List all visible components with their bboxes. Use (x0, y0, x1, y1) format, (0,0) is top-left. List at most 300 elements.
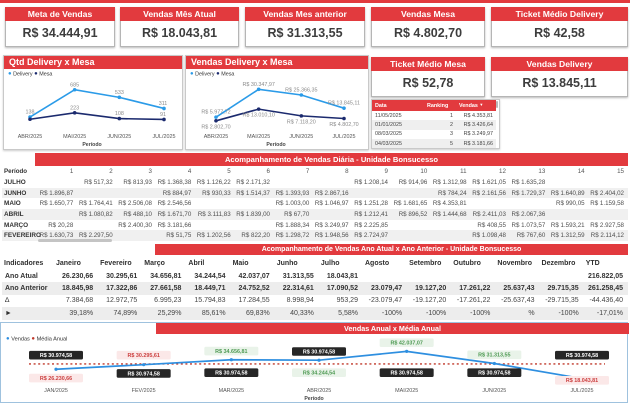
yoy-cell: 19.127,20 (415, 285, 447, 293)
day-col-header: 10 (420, 168, 428, 175)
kpi-value: R$ 18.043,81 (120, 21, 239, 47)
daily-cell: R$ 1.003,00 (275, 200, 310, 208)
value-label-text: R$ 30.974,58 (215, 370, 248, 377)
yoy-cell: 18.043,81 (326, 272, 358, 280)
indicator-row-label: ► (5, 309, 12, 317)
kpi-card-vendas-mes-anterior (245, 7, 365, 47)
x-axis-tick-label: JAN/2025 (44, 388, 68, 394)
legend-dot: ● (8, 71, 12, 77)
daily-cell: R$ 2.114,12 (590, 232, 624, 240)
daily-cell: R$ 1.671,70 (157, 210, 192, 218)
month-row-label: JUNHO (4, 189, 27, 197)
daily-cell (195, 220, 234, 231)
day-col-header: 8 (345, 168, 349, 175)
yoy-cell: -17.261,22 (456, 297, 491, 305)
chart-title: Qtd Delivery x Mesa (4, 56, 182, 69)
daily-cell: R$ 914,96 (398, 178, 428, 186)
top-accent-bar (0, 0, 630, 3)
ranking-cell: 2 (450, 121, 453, 128)
daily-cell: R$ 1.312,98 (432, 178, 467, 186)
yoy-cell: -100% (381, 309, 403, 317)
yoy-cell: 15.794,83 (194, 297, 226, 305)
daily-cell: R$ 1.126,22 (196, 178, 231, 186)
daily-row[interactable] (2, 188, 628, 199)
daily-cell: R$ 2.067,36 (511, 210, 546, 218)
daily-cell (235, 220, 274, 231)
month-row-label: JULHO (4, 178, 26, 186)
indicator-row-label: Ano Anterior (5, 285, 48, 293)
daily-cell: R$ 1.393,93 (275, 189, 310, 197)
x-axis-tick-label: MAI/2025 (247, 134, 271, 140)
top-sales-ranking-card (371, 99, 500, 149)
data-label: 311 (158, 100, 168, 107)
daily-cell: R$ 884,97 (162, 189, 192, 197)
yoy-cell: 34.656,81 (150, 272, 182, 280)
value-label-text: R$ 30.295,61 (127, 353, 160, 360)
data-label: R$ 13.845,11 (328, 100, 360, 107)
yoy-cell: 30.295,61 (106, 272, 138, 280)
yoy-section-title: Acompanhamento de Vendas Ano Atual x Ano Anterior - Unidade Bonsucesso (155, 244, 628, 255)
yoy-cell (363, 270, 407, 282)
data-point[interactable] (118, 117, 122, 121)
yoy-cell: 17.322,86 (106, 285, 138, 293)
ranking-cell: 1 (450, 112, 453, 119)
day-col-header: 4 (187, 168, 192, 175)
data-label: R$ 2.802,70 (201, 124, 231, 131)
daily-sales-table (2, 166, 628, 241)
yoy-col-header: YTD (585, 259, 600, 267)
sort-desc-icon: ▼ (479, 102, 484, 107)
yoy-cell: 17.261,22 (459, 285, 491, 293)
value-label-text: R$ 30.974,58 (478, 370, 511, 377)
daily-cell: R$ 2.411,03 (472, 210, 506, 218)
kpi-value: R$ 42,58 (491, 21, 628, 47)
data-label: R$ 25.366,35 (285, 87, 318, 94)
daily-cell: R$ 1.080,82 (78, 210, 113, 218)
daily-cell (117, 230, 156, 241)
daily-cell: R$ 1.764,41 (78, 200, 113, 208)
daily-cell: R$ 1.681,65 (393, 200, 428, 208)
daily-cell: R$ 1.630,73 (39, 232, 74, 240)
daily-cell: R$ 2.724,97 (354, 232, 388, 240)
daily-cell (589, 177, 628, 188)
data-point[interactable] (162, 118, 166, 122)
ranking-cell: R$ 3.249,97 (463, 131, 493, 138)
daily-cell: R$ 67,70 (284, 210, 310, 218)
daily-cell: R$ 1.444,68 (432, 210, 467, 218)
yoy-cell: 216.822,05 (587, 272, 623, 280)
daily-cell: R$ 822,20 (241, 232, 270, 240)
data-label: 91 (160, 111, 166, 118)
x-axis-tick-label: ABR/2025 (17, 134, 43, 140)
value-label-text: R$ 30.974,58 (127, 371, 160, 378)
daily-cell: R$ 2.400,30 (118, 221, 152, 229)
day-col-header: 5 (227, 168, 231, 175)
data-point[interactable] (54, 368, 57, 371)
data-point[interactable] (28, 117, 32, 121)
daily-cell: R$ 1.159,58 (590, 200, 624, 208)
daily-cell: R$ 2.546,56 (157, 200, 192, 208)
data-point[interactable] (214, 115, 218, 119)
ranking-col-header[interactable]: Ranking (424, 100, 456, 111)
data-point[interactable] (162, 107, 166, 111)
yoy-cell: 6.995,23 (154, 297, 182, 305)
daily-cell: R$ 517,32 (84, 178, 113, 186)
ranking-scrollbar[interactable] (496, 101, 498, 108)
yoy-cell: 31.313,55 (282, 272, 314, 280)
daily-header-row (2, 166, 628, 177)
daily-cell: R$ 1.948,56 (314, 232, 349, 240)
yoy-col-header: Junho (276, 259, 298, 267)
value-label-text: R$ 26.230,66 (39, 375, 73, 382)
data-label: 108 (114, 111, 124, 118)
yoy-cell: -25.637,43 (501, 297, 535, 305)
daily-cell (38, 209, 77, 220)
ranking-cell: 5 (450, 140, 453, 147)
daily-cell (77, 188, 116, 199)
yoy-col-header: Novembro (497, 259, 533, 267)
daily-cell (392, 230, 431, 241)
yoy-cell (495, 270, 539, 282)
daily-cell: R$ 1.046,97 (314, 200, 349, 208)
ranking-cell: 01/01/2025 (375, 121, 402, 128)
yoy-cell: 17.284,55 (238, 297, 270, 305)
yoy-col-header: Outubro (453, 259, 481, 267)
legend-label[interactable]: Delivery (13, 71, 33, 78)
month-row-label: MAIO (4, 200, 21, 208)
ranking-table (372, 100, 496, 148)
daily-cell: R$ 813,93 (123, 178, 152, 186)
data-label: 138 (25, 109, 35, 116)
data-point[interactable] (142, 363, 145, 366)
daily-cell (235, 198, 274, 209)
yoy-header-row (2, 256, 628, 270)
daily-cell: R$ 20,28 (48, 221, 74, 229)
value-label-text: R$ 30.974,58 (565, 353, 599, 360)
yoy-col-header: Maio (232, 259, 249, 267)
daily-cell: R$ 1.514,37 (236, 189, 270, 197)
yoy-cell (451, 270, 495, 282)
yoy-col-header: Abril (188, 259, 205, 267)
kpi-card-vendas-delivery (491, 57, 628, 97)
daily-cell: R$ 1.839,00 (236, 210, 270, 218)
yoy-row[interactable] (2, 270, 628, 282)
daily-cell: R$ 896,52 (398, 210, 428, 218)
daily-cell (313, 209, 352, 220)
daily-cell: R$ 1.202,56 (196, 232, 231, 240)
ranking-row[interactable] (372, 139, 496, 148)
legend-label[interactable]: Vendas (11, 336, 30, 343)
period-col-header: Período (4, 168, 28, 175)
ranking-cell: R$ 3.181,66 (463, 140, 493, 147)
daily-cell: R$ 2.225,85 (354, 221, 388, 229)
ranking-row[interactable] (372, 111, 496, 120)
day-col-header: 14 (577, 168, 585, 175)
yoy-cell: 40,33% (290, 309, 314, 317)
value-label-text: R$ 30.974,58 (302, 349, 336, 356)
yoy-cell: -100% (558, 309, 579, 317)
daily-cell: R$ 1.640,89 (550, 189, 585, 197)
kpi-title: Ticket Médio Delivery (491, 7, 628, 21)
yoy-cell: 953,29 (336, 297, 358, 305)
daily-cell: R$ 1.888,34 (275, 221, 310, 229)
daily-cell: R$ 2.867,16 (314, 189, 349, 197)
yoy-col-header: Dezembro (541, 259, 576, 267)
yoy-cell: 25,29% (157, 309, 182, 317)
kpi-title: Ticket Médio Mesa (371, 57, 485, 71)
daily-cell: R$ 1.593,21 (550, 221, 585, 229)
yoy-cell: 12.972,75 (106, 297, 138, 305)
legend-label[interactable]: Mesa (221, 71, 235, 78)
yoy-cell: 18.845,98 (61, 285, 94, 293)
x-axis-tick-label: JUL/2025 (332, 134, 356, 140)
data-label: 223 (70, 105, 80, 112)
daily-cell: R$ 930,33 (202, 189, 231, 197)
daily-cell: R$ 1.621,05 (472, 178, 506, 186)
yoy-cell: 261.258,45 (587, 285, 623, 293)
data-label: 685 (70, 82, 80, 89)
daily-cell: R$ 784,24 (438, 189, 467, 197)
data-point[interactable] (73, 88, 77, 92)
daily-cell (471, 198, 510, 209)
legend-dot: ● (6, 336, 10, 342)
x-axis-tick-label: MAR/2025 (218, 388, 245, 394)
daily-row[interactable] (2, 177, 628, 188)
ranking-col-header[interactable]: Data (372, 100, 424, 111)
chart-card-vendas-delivery-mesa (185, 55, 369, 150)
daily-cell: R$ 767,60 (516, 232, 546, 240)
day-col-header: 6 (266, 168, 270, 175)
series-line-delivery (30, 90, 164, 117)
data-label: R$ 13.010,10 (242, 112, 275, 119)
kpi-card-ticket-medio-mesa (371, 57, 485, 97)
legend-label[interactable]: Delivery (195, 71, 215, 78)
kpi-card-ticket-medio-delivery (491, 7, 628, 47)
daily-cell: R$ 3.111,83 (197, 210, 231, 218)
daily-cell: R$ 3.249,97 (314, 221, 349, 229)
yoy-cell: % (528, 309, 535, 317)
data-point[interactable] (73, 111, 77, 115)
value-label-text: R$ 30.974,58 (39, 353, 73, 360)
data-point[interactable] (493, 362, 496, 365)
daily-cell: R$ 1.298,72 (275, 232, 310, 240)
yoy-cell: -19.127,20 (412, 297, 447, 305)
data-point[interactable] (257, 107, 261, 111)
value-label-text: R$ 18.043,81 (565, 378, 599, 385)
daily-cell (589, 209, 628, 220)
daily-cell (510, 198, 549, 209)
value-label-text: R$ 31.313,55 (478, 352, 511, 359)
day-col-header: 11 (460, 168, 467, 175)
daily-cell (313, 177, 352, 188)
yoy-cell: 42.037,07 (238, 272, 270, 280)
chart-legend (190, 71, 236, 78)
day-col-header: 9 (384, 168, 388, 175)
yoy-cell: -23.079,47 (368, 297, 403, 305)
value-label-text: R$ 30.974,58 (390, 370, 423, 377)
yoy-cell: -29.715,35 (545, 297, 579, 305)
ranking-cell: R$ 3.426,64 (463, 121, 493, 128)
legend-dot: ● (31, 336, 36, 342)
yoy-cell: 74,89% (113, 309, 138, 317)
x-axis-tick-label: JUN/2025 (107, 134, 132, 140)
indicator-row-label: ∆ (5, 297, 10, 305)
x-axis-tick-label: JUL/2025 (152, 134, 176, 140)
value-label-text: R$ 34.244,54 (302, 370, 336, 377)
daily-cell (392, 188, 431, 199)
yoy-col-header: Indicadores (4, 259, 44, 267)
x-axis-title: Período (266, 142, 286, 148)
legend-dot: ● (190, 71, 194, 77)
chart-title: Vendas Delivery x Mesa (186, 56, 368, 69)
day-col-header: 7 (305, 168, 310, 175)
kpi-title: Vendas Delivery (491, 57, 628, 71)
daily-cell (195, 198, 234, 209)
day-col-header: 12 (499, 168, 506, 175)
month-row-label: MARÇO (4, 221, 29, 229)
yoy-col-header: Setembro (409, 259, 442, 267)
daily-cell (274, 177, 313, 188)
daily-row[interactable] (2, 220, 628, 231)
data-point[interactable] (342, 106, 346, 110)
daily-row[interactable] (2, 209, 628, 220)
yoy-cell: 85,61% (201, 309, 226, 317)
yoy-cell: -44.436,40 (589, 297, 623, 305)
day-col-header: 2 (109, 168, 113, 175)
x-axis-tick-label: MAI/2025 (63, 134, 87, 140)
data-point[interactable] (118, 96, 122, 100)
yoy-row[interactable] (2, 307, 628, 319)
yoy-cell: 8.998,94 (286, 297, 314, 305)
ranking-cell: 08/03/2025 (375, 131, 402, 138)
daily-cell (117, 188, 156, 199)
ranking-row[interactable] (372, 120, 496, 129)
ranking-cell: 3 (450, 131, 453, 138)
daily-cell: R$ 1.208,14 (354, 178, 388, 186)
daily-cell: R$ 1.073,57 (511, 221, 546, 229)
vendas-delivery-mesa-line-chart[interactable] (186, 78, 366, 148)
month-row-label: FEVEREIRO (4, 232, 41, 240)
ranking-header-row[interactable] (372, 100, 496, 111)
data-point[interactable] (405, 350, 408, 353)
daily-cell: R$ 1.312,59 (550, 232, 585, 240)
ranking-cell: R$ 4.353,81 (463, 112, 493, 119)
yoy-cell: 17.090,52 (326, 285, 358, 293)
x-axis-tick-label: ABR/2025 (306, 388, 332, 394)
x-axis-tick-label: MAI/2025 (395, 388, 419, 394)
legend-label[interactable]: Mesa (39, 71, 53, 78)
daily-cell: R$ 2.927,58 (590, 221, 624, 229)
data-point[interactable] (214, 119, 218, 123)
data-point[interactable] (300, 93, 304, 97)
data-point[interactable] (257, 88, 261, 92)
daily-cell: R$ 1.212,41 (354, 210, 388, 218)
yoy-cell: -100% (470, 309, 491, 317)
daily-cell (392, 220, 431, 231)
day-col-header: 13 (538, 168, 546, 175)
day-col-header: 1 (69, 168, 74, 175)
data-point[interactable] (317, 359, 320, 362)
daily-cell (431, 220, 470, 231)
data-point[interactable] (300, 114, 304, 118)
yoy-cell: 7.384,68 (65, 297, 94, 305)
kpi-value: R$ 52,78 (371, 71, 485, 97)
yoy-cell: 23.079,47 (370, 285, 403, 293)
data-label: R$ 4.802,70 (329, 122, 359, 129)
daily-cell: R$ 408,55 (477, 221, 506, 229)
daily-cell: R$ 2.297,50 (78, 232, 113, 240)
daily-cell: R$ 4.353,81 (432, 200, 467, 208)
legend-label[interactable]: Média Anual (36, 336, 68, 343)
x-axis-title: Período (82, 142, 102, 148)
yoy-cell: -17,01% (596, 309, 623, 317)
data-label: R$ 7.118,20 (286, 119, 316, 126)
daily-cell: R$ 2.506,08 (118, 200, 152, 208)
value-label-text: R$ 34.656,81 (215, 348, 248, 355)
daily-cell (431, 230, 470, 241)
daily-table-hscrollbar[interactable] (38, 239, 112, 242)
yoy-table (2, 256, 628, 320)
data-label: R$ 30.347,97 (242, 81, 275, 88)
daily-cell: R$ 2.161,56 (472, 189, 506, 197)
chart-card-vendas-anual-media (0, 322, 628, 403)
yoy-cell: 69,83% (245, 309, 270, 317)
chart-legend (8, 71, 54, 78)
daily-cell (549, 177, 588, 188)
value-label-text: R$ 42.037,07 (390, 340, 423, 347)
daily-cell: R$ 1.635,28 (511, 178, 546, 186)
kpi-title: Vendas Mes anterior (245, 7, 365, 21)
qtd-delivery-mesa-line-chart[interactable] (4, 78, 180, 148)
daily-cell: R$ 2.404,02 (590, 189, 624, 197)
yoy-col-header: Julho (320, 259, 340, 267)
kpi-card-vendas-mes-atual (120, 7, 239, 47)
daily-row[interactable] (2, 198, 628, 209)
series-line-mesa (30, 113, 164, 120)
yoy-row[interactable] (2, 295, 628, 307)
yoy-cell: 24.752,52 (238, 285, 270, 293)
ranking-row[interactable] (372, 130, 496, 139)
yoy-row[interactable] (2, 282, 628, 294)
daily-cell (353, 188, 392, 199)
day-col-header: 3 (148, 168, 152, 175)
kpi-value: R$ 31.313,55 (245, 21, 365, 47)
daily-cell: R$ 1.729,37 (511, 189, 546, 197)
kpi-value: R$ 13.845,11 (491, 71, 628, 97)
daily-cell: R$ 1.098,48 (472, 232, 506, 240)
indicator-row-label: Ano Atual (5, 272, 38, 280)
x-axis-title: Período (304, 396, 324, 402)
daily-cell: R$ 1.896,87 (39, 189, 74, 197)
ranking-col-header[interactable]: Vendas ▼ (456, 100, 496, 111)
chart-card-qtd-delivery-mesa (3, 55, 183, 150)
kpi-card-meta-vendas (5, 7, 115, 47)
daily-cell: R$ 1.368,38 (157, 178, 192, 186)
data-point[interactable] (230, 358, 233, 361)
ranking-cell: 04/03/2025 (375, 140, 402, 147)
legend-dot: ● (34, 71, 38, 77)
yoy-cell: 27.661,58 (150, 285, 182, 293)
yoy-col-header: Janeiro (56, 259, 81, 267)
month-row-label: ABRIL (4, 210, 24, 218)
daily-cell: R$ 1.251,28 (354, 200, 388, 208)
yoy-col-header: Agosto (364, 259, 390, 267)
daily-cell: R$ 488,10 (123, 210, 152, 218)
vendas-anual-media-line-chart[interactable] (1, 334, 627, 402)
daily-sales-section-title: Acompanhamento de Vendas Diária - Unidade Bonsucesso (35, 153, 628, 166)
kpi-title: Vendas Mês Atual (120, 7, 239, 21)
data-point[interactable] (342, 117, 346, 121)
